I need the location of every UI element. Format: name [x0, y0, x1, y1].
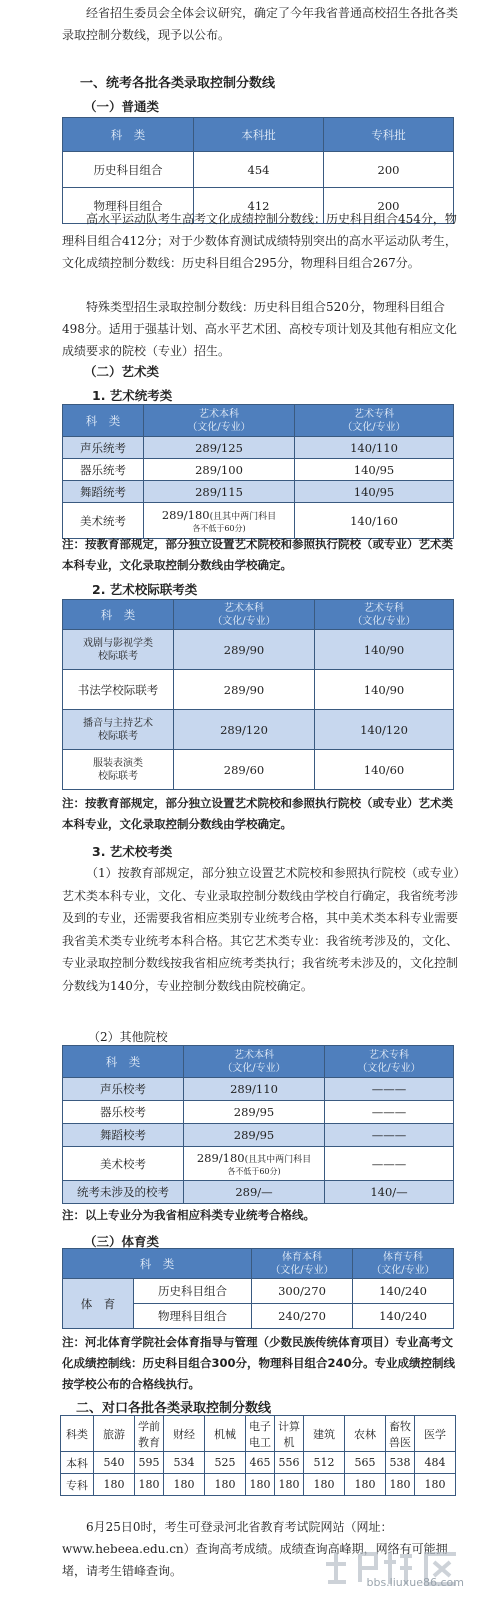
intro-paragraph: 经省招生委员会全体会议研究，确定了今年我省普通高校招生各批各类录取控制分数线，现予以公布。 — [62, 6, 459, 42]
table-row — [63, 1279, 454, 1304]
table-row — [63, 1147, 454, 1181]
table-row — [61, 1452, 456, 1474]
th-category: 科 类 — [63, 405, 144, 437]
th-preschool: 学前教育 — [135, 1416, 164, 1452]
cell: 300/270 — [252, 1279, 353, 1304]
cell: 180 — [135, 1474, 164, 1496]
th-category: 科 类 — [63, 118, 194, 152]
th-mechanical: 机械 — [205, 1416, 246, 1452]
cell: 412 — [194, 188, 324, 224]
cell: 140/— — [325, 1181, 454, 1204]
table-row — [63, 152, 454, 188]
section1-heading: 一、统考各批各类录取控制分数线 — [80, 76, 276, 91]
cell: 525 — [205, 1452, 246, 1474]
th-computer: 计算机 — [275, 1416, 304, 1452]
table-row — [63, 1101, 454, 1124]
table-row — [63, 710, 454, 750]
sub3-heading: （三）体育类 — [84, 1234, 160, 1249]
note-1: 注：按教育部规定，部分独立设置艺术院校和参照执行院校（或专业）艺术类本科专业，文化录取控制分数线由学校确定。 — [62, 537, 453, 572]
cell: 565 — [345, 1452, 386, 1474]
cell: 289/100 — [144, 459, 295, 481]
cell: 书法学校际联考 — [63, 670, 174, 710]
cell: 140/95 — [295, 459, 454, 481]
th-art-college: 艺术专科 （文化/专业） — [325, 1046, 454, 1078]
cell: 戏剧与影视学类 校际联考 — [63, 630, 174, 670]
cell: 声乐校考 — [63, 1078, 184, 1101]
th-medicine: 医学 — [415, 1416, 456, 1452]
cell: 声乐统考 — [63, 437, 144, 459]
cell: 180 — [275, 1474, 304, 1496]
table-row — [63, 630, 454, 670]
art2-heading: 2. 艺术校际联考类 — [92, 582, 198, 597]
th-sports-college: 体育专科 （文化/专业） — [353, 1249, 454, 1279]
cell: 180 — [164, 1474, 205, 1496]
cell: 200 — [324, 188, 454, 224]
cell: 289/110 — [184, 1078, 325, 1101]
cell: 180 — [205, 1474, 246, 1496]
watermark-text: bbs.liuxue86.com — [366, 1576, 464, 1589]
cell: ——— — [325, 1147, 454, 1181]
cell: 540 — [94, 1452, 135, 1474]
cell: 200 — [324, 152, 454, 188]
th-undergrad: 本科批 — [194, 118, 324, 152]
cell: 历史科目组合 — [63, 152, 194, 188]
note-2: 注：按教育部规定，部分独立设置艺术院校和参照执行院校（或专业）艺术类本科专业，文化录取控制分数线由学校确定。 — [62, 796, 453, 831]
table-art-unified — [62, 404, 454, 539]
cell: 454 — [194, 152, 324, 188]
cell: 美术统考 — [63, 503, 144, 539]
art3-paragraph: （1）按教育部规定，部分独立设置艺术院校和参照执行院校（或专业）艺术类本科专业，文化、专业录取控制分数线由学校自行确定，我省统考涉及到的专业，还需要我省相应类别专业统考合格，其中美术类本科专业需要我省美术类专业统考本科合格。其它艺术类专业：我省统考涉及的，文化、专业录取控制分数线按我省相应统考类执行；我省统考未涉及的，文化控制分数线为140分，专业控制分数线由院校确定。 — [62, 866, 460, 993]
table-row — [63, 1124, 454, 1147]
cell: 舞蹈校考 — [63, 1124, 184, 1147]
cell: 289/90 — [174, 630, 315, 670]
table-row — [63, 1078, 454, 1101]
art1-heading: 1. 艺术统考类 — [92, 388, 173, 403]
cell: 专科 — [61, 1474, 94, 1496]
cell: 512 — [304, 1452, 345, 1474]
cell: ——— — [325, 1101, 454, 1124]
cell: 534 — [164, 1452, 205, 1474]
sub2-heading: （二）艺术类 — [84, 364, 160, 379]
cell: ——— — [325, 1124, 454, 1147]
cell: 140/110 — [295, 437, 454, 459]
cell: 180 — [386, 1474, 415, 1496]
cell: 538 — [386, 1452, 415, 1474]
other-heading: （2）其他院校 — [88, 1030, 168, 1044]
section2-heading: 二、对口各批各类录取控制分数线 — [76, 1401, 272, 1416]
cell: 器乐校考 — [63, 1101, 184, 1124]
th-tourism: 旅游 — [94, 1416, 135, 1452]
cell: 289/180(且其中两门科目 各不低于60分) — [144, 503, 295, 539]
cell: 140/60 — [315, 750, 454, 790]
th-category: 科 类 — [63, 1249, 252, 1279]
table-row — [63, 481, 454, 503]
cell: 180 — [415, 1474, 456, 1496]
cell: 本科 — [61, 1452, 94, 1474]
sub1-heading: （一）普通类 — [84, 99, 160, 114]
cell: 180 — [345, 1474, 386, 1496]
note-4: 注：河北体育学院社会体育指导与管理（少数民族传统体育项目）专业高考文化成绩控制线：历史科目组合300分，物理科目组合240分。专业成绩控制线按学校公布的合格线执行。 — [62, 1335, 456, 1391]
table-row — [61, 1474, 456, 1496]
cell: 140/160 — [295, 503, 454, 539]
table-vocational — [60, 1415, 456, 1496]
table-row — [63, 459, 454, 481]
cell: 289/95 — [184, 1124, 325, 1147]
th-college: 专科批 — [324, 118, 454, 152]
th-finance: 财经 — [164, 1416, 205, 1452]
th-art-college: 艺术专科 （文化/专业） — [295, 405, 454, 437]
cell: ——— — [325, 1078, 454, 1101]
cell: 物理科目组合 — [63, 188, 194, 224]
cell: 289/180(且其中两门科目 各不低于60分) — [184, 1147, 325, 1181]
closing-paragraph: 6月25日0时，考生可登录河北省教育考试院网站（网址：www.hebeea.edu.cn）查询高考成绩。成绩查询高峰期，网络有可能拥堵，请考生错峰查询。 — [62, 1520, 448, 1578]
cell: 播音与主持艺术 校际联考 — [63, 710, 174, 750]
cell: 180 — [246, 1474, 275, 1496]
cell: 289/60 — [174, 750, 315, 790]
cell: 484 — [415, 1452, 456, 1474]
th-agriculture: 农林 — [345, 1416, 386, 1452]
th-art-college: 艺术专科 （文化/专业） — [315, 600, 454, 630]
cell: 465 — [246, 1452, 275, 1474]
table-row — [63, 670, 454, 710]
cell: 历史科目组合 — [134, 1279, 252, 1304]
table-row — [63, 750, 454, 790]
cell: 289/95 — [184, 1101, 325, 1124]
cell: 140/95 — [295, 481, 454, 503]
sports-paragraph: 高水平运动队考生高考文化成绩控制分数线：历史科目组合454分，物理科目组合412分；对于少数体育测试成绩特别突出的高水平运动队考生，文化成绩控制分数线：历史科目组合295分，物理科目组合267分。 — [62, 212, 457, 270]
cell: 统考未涉及的校考 — [63, 1181, 184, 1204]
cell: 体 育 — [63, 1279, 134, 1329]
th-veterinary: 畜牧兽医 — [386, 1416, 415, 1452]
cell: 289/120 — [174, 710, 315, 750]
th-art-undergrad: 艺术本科 （文化/专业） — [144, 405, 295, 437]
cell: 140/240 — [353, 1279, 454, 1304]
cell: 物理科目组合 — [134, 1304, 252, 1329]
cell: 556 — [275, 1452, 304, 1474]
th-art-undergrad: 艺术本科 （文化/专业） — [184, 1046, 325, 1078]
th-sports-undergrad: 体育本科 （文化/专业） — [252, 1249, 353, 1279]
cell: 舞蹈统考 — [63, 481, 144, 503]
th-category: 科 类 — [63, 600, 174, 630]
cell: 180 — [94, 1474, 135, 1496]
cell: 289/90 — [174, 670, 315, 710]
cell: 140/120 — [315, 710, 454, 750]
table-row — [63, 1181, 454, 1204]
cell: 289/— — [184, 1181, 325, 1204]
table-art-joint — [62, 599, 454, 790]
cell: 240/270 — [252, 1304, 353, 1329]
th-art-undergrad: 艺术本科 （文化/专业） — [174, 600, 315, 630]
table-art-school — [62, 1045, 454, 1204]
cell: 美术校考 — [63, 1147, 184, 1181]
cell: 140/240 — [353, 1304, 454, 1329]
cell: 服装表演类 校际联考 — [63, 750, 174, 790]
cell: 140/90 — [315, 670, 454, 710]
cell: 289/125 — [144, 437, 295, 459]
th-category: 科 类 — [63, 1046, 184, 1078]
th-architecture: 建筑 — [304, 1416, 345, 1452]
special-paragraph: 特殊类型招生录取控制分数线：历史科目组合520分，物理科目组合498分。适用于强基计划、高水平艺术团、高校专项计划及其他有相应文化成绩要求的院校（专业）招生。 — [62, 300, 457, 358]
table-row — [63, 437, 454, 459]
art3-heading: 3. 艺术校考类 — [92, 844, 173, 859]
th-category: 科类 — [61, 1416, 94, 1452]
cell: 器乐统考 — [63, 459, 144, 481]
cell: 595 — [135, 1452, 164, 1474]
th-electrical: 电子电工 — [246, 1416, 275, 1452]
note-3: 注：以上专业分为我省相应科类专业统考合格线。 — [62, 1208, 315, 1222]
cell: 180 — [304, 1474, 345, 1496]
cell: 140/90 — [315, 630, 454, 670]
table-sports — [62, 1248, 454, 1329]
cell: 289/115 — [144, 481, 295, 503]
